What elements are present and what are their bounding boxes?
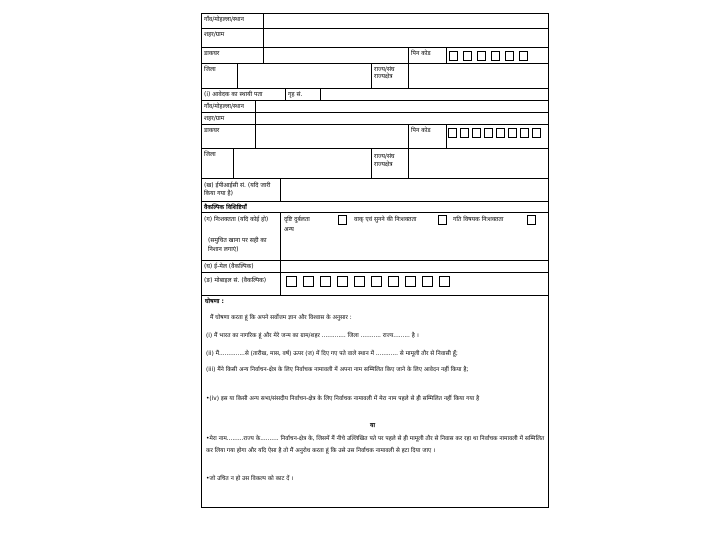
locomotor-checkbox[interactable]: [527, 215, 536, 225]
row-district: [202, 64, 548, 89]
permanent-address-heading: (i) आवेदक का स्थायी पता: [202, 89, 286, 100]
mobile-label: (ङ) मोबाइल सं. (वैकल्पिक): [202, 273, 281, 295]
pin-box[interactable]: [484, 128, 493, 138]
city-field[interactable]: [264, 29, 548, 47]
city-label-2: शहर/ग्राम: [202, 113, 256, 124]
district-label-2: जिला: [202, 149, 234, 178]
declaration-section: [202, 296, 548, 507]
pin-box[interactable]: [520, 128, 529, 138]
state-field[interactable]: [409, 64, 548, 88]
row-post-office: [202, 48, 548, 64]
row-village-2: [202, 101, 548, 113]
pin-code-label-2: पिन कोड: [409, 125, 447, 148]
row-email: [202, 261, 548, 273]
village-field-2[interactable]: [256, 101, 548, 112]
row-optional-heading: [202, 202, 548, 213]
declaration-intro: मैं घोषणा करता हूं कि अपने सर्वोत्तम ज्ञान और विश्वास के अनुसार :: [210, 315, 352, 321]
disability-label-cell: [202, 213, 281, 260]
pin-box[interactable]: [448, 128, 457, 138]
district-label: जिला: [202, 64, 238, 88]
declaration-item-1: (i) मैं भारत का नागरिक हूं और मेरे जन्म का ग्राम/शहर ............. जिला ........... राज्य......... है ।: [206, 333, 419, 339]
optional-heading: वैकल्पिक विशिष्टियाँ: [204, 203, 247, 211]
row-disability: [202, 213, 548, 261]
mobile-digit-box[interactable]: [286, 276, 297, 287]
row-city-2: [202, 113, 548, 125]
district-field-2[interactable]: [234, 149, 372, 178]
pin-box[interactable]: [463, 51, 472, 61]
other-disability-label: अन्य: [284, 226, 294, 233]
pin-box[interactable]: [460, 128, 469, 138]
declaration-item-5: •मेरा नाम.........राज्य के.......... निर्वाचन-क्षेत्र के, जिसमें मैं नीचे उल्लिखित पते पर पहले से ही मामूली तौर से निवास कर रहा था निर्वाचक नामावली में सम्मिलित कर लिया गया होगा और यदि ऐसा है तो मैं अनुरोध करता हूं कि उसे उस निर्वाचक नामावली से हटा दिया जाए ।: [206, 436, 545, 454]
pin-box[interactable]: [505, 51, 514, 61]
pin-box[interactable]: [477, 51, 486, 61]
email-label: (घ) ई-मेल (वैकल्पिक): [202, 261, 281, 272]
disability-label: (ग) निःशक्तता (यदि कोई हो): [204, 216, 269, 223]
house-no-field[interactable]: [321, 89, 548, 100]
post-office-label-2: डाकघर: [202, 125, 256, 148]
village-label: गाँव/मोहल्ला/स्थान: [202, 14, 264, 28]
state-field-2[interactable]: [409, 149, 548, 178]
declaration-heading: घोषणा :: [205, 298, 224, 305]
pin-box[interactable]: [472, 128, 481, 138]
declaration-item-3: (iii) मैंने किसी अन्य निर्वाचन-क्षेत्र के लिए निर्वाचक नामावली में अपना नाम सम्मिलित किए जाने के लिए आवेदन नहीं किया है;: [206, 367, 469, 373]
village-label-2: गाँव/मोहल्ला/स्थान: [202, 101, 256, 112]
city-field-2[interactable]: [256, 113, 548, 124]
row-village: [202, 14, 548, 29]
epic-label: (ख) ईपीआईसी सं. (यदि जारी किया गया है): [202, 179, 281, 201]
mobile-digit-box[interactable]: [422, 276, 433, 287]
pin-box[interactable]: [491, 51, 500, 61]
mobile-digit-box[interactable]: [354, 276, 365, 287]
pin-code-boxes-2: [447, 125, 548, 148]
mobile-digit-box[interactable]: [303, 276, 314, 287]
pin-code-boxes: [447, 48, 548, 63]
house-no-label: गृह सं.: [286, 89, 321, 100]
mobile-digit-box[interactable]: [320, 276, 331, 287]
row-post-office-2: [202, 125, 548, 149]
row-mobile: [202, 273, 548, 296]
disability-hint: (समुचित खाना पर सही का निशान लगाएं): [208, 237, 267, 253]
pin-box[interactable]: [508, 128, 517, 138]
pin-box[interactable]: [449, 51, 458, 61]
row-city: [202, 29, 548, 48]
declaration-or: या: [370, 422, 376, 429]
mobile-digit-box[interactable]: [371, 276, 382, 287]
district-field[interactable]: [238, 64, 372, 88]
row-permanent-heading: [202, 89, 548, 101]
mobile-digit-box[interactable]: [405, 276, 416, 287]
speech-hearing-label: वाक् एवं सुनने की निःशक्तता: [354, 216, 417, 223]
pin-box[interactable]: [532, 128, 541, 138]
village-field[interactable]: [264, 14, 548, 28]
post-office-label: डाकघर: [202, 48, 264, 63]
row-epic: [202, 179, 548, 202]
mobile-boxes: [281, 273, 548, 295]
epic-field[interactable]: [281, 179, 548, 201]
mobile-digit-box[interactable]: [337, 276, 348, 287]
visual-impairment-checkbox[interactable]: [338, 215, 347, 225]
state-label: राज्य/संघ राज्यक्षेत्र: [372, 64, 409, 88]
mobile-digit-box[interactable]: [388, 276, 399, 287]
state-label-2: राज्य/संघ राज्यक्षेत्र: [372, 149, 409, 178]
post-office-field[interactable]: [264, 48, 409, 63]
row-district-2: [202, 149, 548, 179]
disability-options: [281, 213, 548, 260]
post-office-field-2[interactable]: [256, 125, 409, 148]
pin-box[interactable]: [496, 128, 505, 138]
declaration-item-4: •(iv) इस या किसी अन्य सभा/संसदीय निर्वाचन-क्षेत्र के लिए निर्वाचक नामावली में मेरा नाम पहले से ही सम्मिलित नहीं किया गया है: [206, 396, 480, 402]
declaration-item-2: (ii) मैं..............से (तारीख, मास, वर्ष) ऊपर (ज) में दिए गए पते वाले स्थान में ............ से मामूली तौर से निवासी हूँ;: [206, 351, 458, 357]
pin-box[interactable]: [519, 51, 528, 61]
city-label: शहर/ग्राम: [202, 29, 264, 47]
pin-code-label: पिन कोड: [409, 48, 447, 63]
voter-form: [201, 13, 549, 508]
mobile-digit-box[interactable]: [439, 276, 450, 287]
visual-impairment-label: दृष्टि दुर्बलता: [284, 216, 310, 223]
declaration-note: •जो उचित न हो उस विकल्प को काट दें ।: [206, 476, 294, 482]
locomotor-label: गति विषयक निःशक्तता: [453, 216, 504, 223]
email-field[interactable]: [281, 261, 548, 272]
speech-hearing-checkbox[interactable]: [438, 215, 447, 225]
